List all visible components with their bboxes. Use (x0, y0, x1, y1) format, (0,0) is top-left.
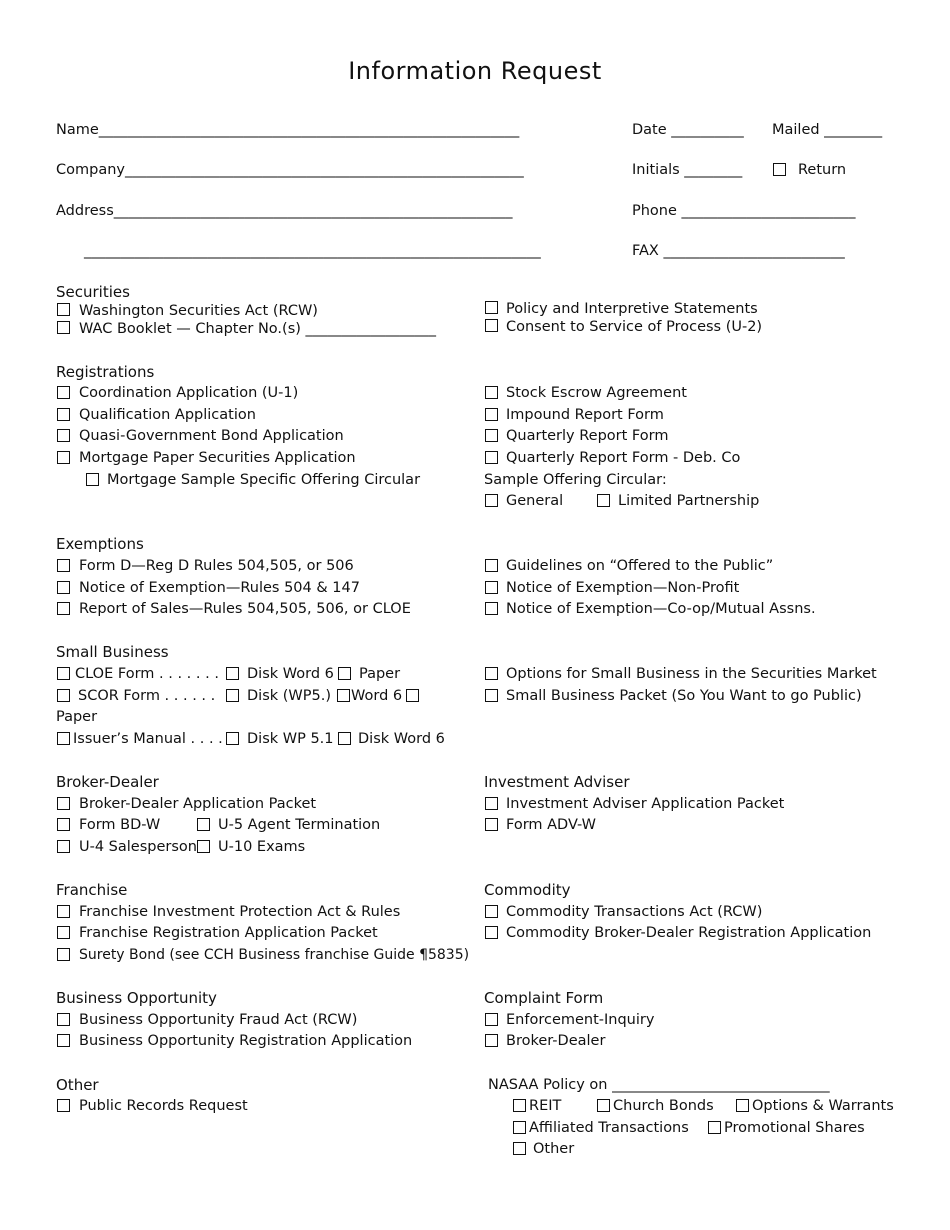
small-business-item: Word 6 (351, 688, 403, 704)
other-item: Public Records Request (79, 1098, 248, 1114)
registrations-checkbox[interactable] (57, 386, 70, 399)
small-business-checkbox[interactable] (337, 689, 350, 702)
small-business-item: Disk WP 5.1 (247, 731, 334, 747)
franchise-heading: Franchise (56, 881, 128, 899)
small-business-checkbox[interactable] (406, 689, 419, 702)
fax-field[interactable]: FAX _________________________ (632, 243, 845, 259)
exemptions-item: Notice of Exemption—Co-op/Mutual Assns. (506, 601, 816, 617)
commodity-item: Commodity Transactions Act (RCW) (506, 904, 763, 920)
small-business-item: Paper (359, 666, 401, 682)
broker-dealer-checkbox[interactable] (197, 818, 210, 831)
registrations-checkbox[interactable] (485, 429, 498, 442)
small-business-checkbox[interactable] (485, 667, 498, 680)
complaint-form-item: Enforcement-Inquiry (506, 1012, 655, 1028)
exemptions-checkbox[interactable] (57, 559, 70, 572)
broker-dealer-item: U-4 Salesperson (79, 839, 197, 855)
company-field[interactable]: Company_______________________________________________________ (56, 162, 524, 178)
broker-dealer-checkbox[interactable] (57, 840, 70, 853)
broker-dealer-heading: Broker-Dealer (56, 773, 159, 791)
registrations-checkbox[interactable] (57, 429, 70, 442)
franchise-item: Franchise Investment Protection Act & Rules (79, 904, 401, 920)
registrations-item: Stock Escrow Agreement (506, 385, 687, 401)
investment-adviser-item: Form ADV-W (506, 817, 597, 833)
small-business-item: SCOR Form . . . . . . (78, 688, 216, 704)
commodity-checkbox[interactable] (485, 926, 498, 939)
commodity-checkbox[interactable] (485, 905, 498, 918)
registrations-checkbox[interactable] (485, 451, 498, 464)
commodity-item: Commodity Broker-Dealer Registration Application (506, 925, 872, 941)
nasaa-item: Options & Warrants (752, 1098, 894, 1114)
registrations-item: Quasi-Government Bond Application (79, 428, 344, 444)
small-business-checkbox[interactable] (485, 689, 498, 702)
franchise-item: Franchise Registration Application Packet (79, 925, 378, 941)
registrations-checkbox[interactable] (485, 386, 498, 399)
investment-adviser-checkbox[interactable] (485, 797, 498, 810)
securities-checkbox[interactable] (57, 321, 70, 334)
franchise-item: Surety Bond (see CCH Business franchise Guide ¶5835) (79, 947, 470, 963)
nasaa-checkbox[interactable] (513, 1121, 526, 1134)
name-field[interactable]: Name__________________________________________________________ (56, 122, 520, 138)
other-heading: Other (56, 1076, 99, 1094)
sample-limited-partnership-checkbox[interactable] (597, 494, 610, 507)
securities-checkbox[interactable] (57, 303, 70, 316)
registrations-checkbox[interactable] (57, 408, 70, 421)
return-label: Return (798, 162, 847, 178)
registrations-checkbox[interactable] (57, 451, 70, 464)
complaint-form-checkbox[interactable] (485, 1013, 498, 1026)
exemptions-checkbox[interactable] (57, 581, 70, 594)
small-business-checkbox[interactable] (57, 732, 70, 745)
exemptions-checkbox[interactable] (485, 602, 498, 615)
nasaa-checkbox[interactable] (513, 1142, 526, 1155)
registrations-item: Quarterly Report Form - Deb. Co (506, 450, 741, 466)
business-opportunity-item: Business Opportunity Registration Application (79, 1033, 413, 1049)
registrations-checkbox[interactable] (86, 473, 99, 486)
small-business-item: Issuer’s Manual . . . . (73, 731, 223, 747)
initials-field[interactable]: Initials ________ (632, 162, 743, 178)
nasaa-item: Other (533, 1141, 575, 1157)
nasaa-item: Affiliated Transactions (529, 1120, 689, 1136)
exemptions-checkbox[interactable] (57, 602, 70, 615)
small-business-checkbox[interactable] (338, 732, 351, 745)
business-opportunity-checkbox[interactable] (57, 1034, 70, 1047)
nasaa-checkbox[interactable] (597, 1099, 610, 1112)
exemptions-item: Guidelines on “Offered to the Public” (506, 558, 774, 574)
address-field[interactable]: Address_______________________________________________________ (56, 203, 513, 219)
securities-item: Policy and Interpretive Statements (506, 301, 758, 317)
broker-dealer-item: Broker-Dealer Application Packet (79, 796, 317, 812)
sample-option: General (506, 493, 564, 509)
small-business-item: Small Business Packet (So You Want to go Public) (506, 688, 862, 704)
complaint-form-item: Broker-Dealer (506, 1033, 606, 1049)
sample-offering-label: Sample Offering Circular: (484, 472, 667, 488)
exemptions-heading: Exemptions (56, 535, 144, 553)
commodity-heading: Commodity (484, 881, 571, 899)
securities-item: WAC Booklet — Chapter No.(s) __________________ (79, 321, 437, 337)
franchise-checkbox[interactable] (57, 948, 70, 961)
registrations-item: Mortgage Sample Specific Offering Circular (107, 472, 421, 488)
investment-adviser-heading: Investment Adviser (484, 773, 630, 791)
exemptions-checkbox[interactable] (485, 559, 498, 572)
address-line2-field[interactable]: _______________________________________________________________ (84, 243, 541, 259)
business-opportunity-item: Business Opportunity Fraud Act (RCW) (79, 1012, 358, 1028)
small-business-item: CLOE Form . . . . . . . (75, 666, 219, 682)
sample-option: Limited Partnership (618, 493, 760, 509)
nasaa-item: Promotional Shares (724, 1120, 865, 1136)
complaint-form-checkbox[interactable] (485, 1034, 498, 1047)
small-business-checkbox[interactable] (57, 689, 70, 702)
nasaa-checkbox[interactable] (736, 1099, 749, 1112)
nasaa-item: REIT (529, 1098, 562, 1114)
securities-item: Washington Securities Act (RCW) (79, 303, 318, 319)
investment-adviser-checkbox[interactable] (485, 818, 498, 831)
small-business-checkbox[interactable] (338, 667, 351, 680)
small-business-item: Options for Small Business in the Securities Market (506, 666, 877, 682)
franchise-checkbox[interactable] (57, 905, 70, 918)
small-business-item: Disk Word 6 (358, 731, 445, 747)
complaint-form-heading: Complaint Form (484, 989, 604, 1007)
small-business-item: Paper (56, 709, 98, 725)
sample-general-checkbox[interactable] (485, 494, 498, 507)
registrations-heading: Registrations (56, 363, 155, 381)
securities-heading: Securities (56, 283, 130, 301)
small-business-heading: Small Business (56, 643, 169, 661)
phone-field[interactable]: Phone ________________________ (632, 203, 856, 219)
return-checkbox[interactable] (773, 163, 786, 176)
broker-dealer-checkbox[interactable] (197, 840, 210, 853)
securities-checkbox[interactable] (485, 301, 498, 314)
registrations-item: Mortgage Paper Securities Application (79, 450, 356, 466)
business-opportunity-checkbox[interactable] (57, 1013, 70, 1026)
broker-dealer-item: U-5 Agent Termination (218, 817, 381, 833)
exemptions-item: Report of Sales—Rules 504,505, 506, or CLOE (79, 601, 411, 617)
small-business-item: Disk (WP5.) (247, 688, 331, 704)
nasaa-checkbox[interactable] (708, 1121, 721, 1134)
page-title: Information Request (348, 57, 602, 85)
franchise-checkbox[interactable] (57, 926, 70, 939)
small-business-checkbox[interactable] (57, 667, 70, 680)
small-business-checkbox[interactable] (226, 689, 239, 702)
registrations-checkbox[interactable] (485, 408, 498, 421)
broker-dealer-checkbox[interactable] (57, 818, 70, 831)
exemptions-item: Notice of Exemption—Rules 504 & 147 (79, 580, 360, 596)
small-business-checkbox[interactable] (226, 667, 239, 680)
date-field[interactable]: Date __________ (632, 122, 744, 138)
exemptions-item: Notice of Exemption—Non-Profit (506, 580, 740, 596)
registrations-item: Quarterly Report Form (506, 428, 669, 444)
broker-dealer-item: Form BD-W (79, 817, 161, 833)
small-business-item: Disk Word 6 (247, 666, 334, 682)
broker-dealer-checkbox[interactable] (57, 797, 70, 810)
registrations-item: Impound Report Form (506, 407, 664, 423)
investment-adviser-item: Investment Adviser Application Packet (506, 796, 785, 812)
mailed-field[interactable]: Mailed ________ (772, 122, 883, 138)
small-business-checkbox[interactable] (226, 732, 239, 745)
nasaa-checkbox[interactable] (513, 1099, 526, 1112)
other-checkbox[interactable] (57, 1099, 70, 1112)
securities-checkbox[interactable] (485, 319, 498, 332)
broker-dealer-item: U-10 Exams (218, 839, 306, 855)
exemptions-checkbox[interactable] (485, 581, 498, 594)
nasaa-policy-field[interactable]: NASAA Policy on ______________________________ (488, 1077, 830, 1093)
business-opportunity-heading: Business Opportunity (56, 989, 217, 1007)
registrations-item: Qualification Application (79, 407, 256, 423)
exemptions-item: Form D—Reg D Rules 504,505, or 506 (79, 558, 354, 574)
nasaa-item: Church Bonds (613, 1098, 714, 1114)
securities-item: Consent to Service of Process (U-2) (506, 319, 763, 335)
registrations-item: Coordination Application (U-1) (79, 385, 299, 401)
